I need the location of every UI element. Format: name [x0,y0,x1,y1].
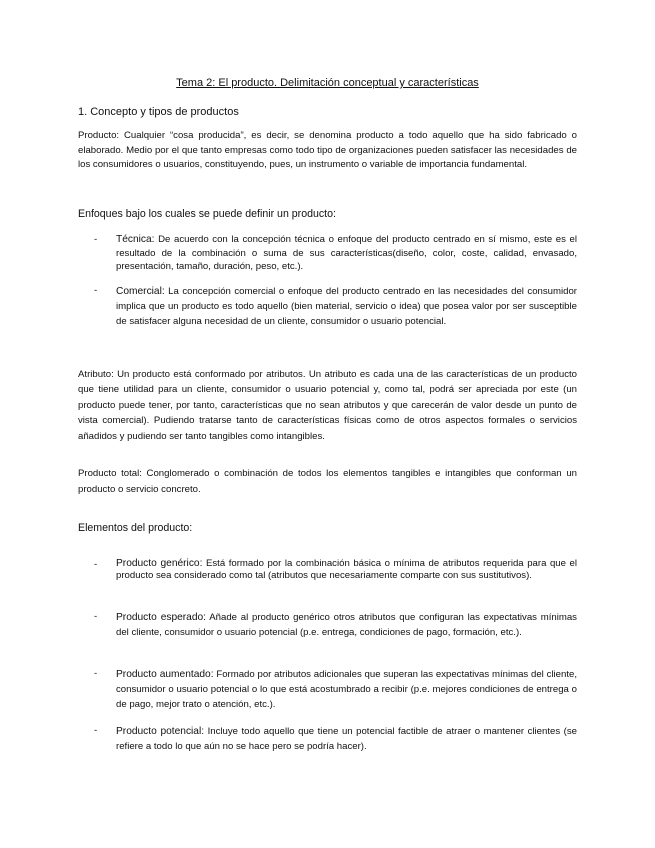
bullet-dash: - [94,234,98,245]
term-label: Comercial: [116,286,165,297]
term-label: Producto genérico: [116,558,203,569]
list-item-text [116,284,577,330]
term-description: Formado por atributos adicionales que superan las expectativas mínimas del cliente, consumidor o usuario potencial o lo que está acostumbrado a recibir (p.e. mejores condiciones de entrega o de pago, mejor trato o atención, etc.). [116,669,577,710]
document-page [78,0,577,848]
list-item-text [116,233,577,274]
term-label: Producto esperado: [116,612,207,623]
term-description: Incluye todo aquello que tiene un potencial factible de atraer o mantener clientes (se refiere a todo lo que aún no se hace pero se podría hacer). [116,726,577,752]
term-description: Añade al producto genérico otros atributos que configuran las expectativas mínimas del cliente, consumidor o usuario potencial (p.e. entrega, condiciones de pago, formación, etc.). [116,612,577,639]
list-item-text [116,724,577,754]
bullet-dash: - [94,668,98,679]
list-item-text [116,610,577,640]
list-item-text [116,667,577,712]
heading-enfoques: Enfoques bajo los cuales se puede definir un producto: [78,208,336,220]
term-label: Producto potencial: [116,726,205,737]
bullet-dash: - [94,285,98,296]
term-description: Está formado por la combinación básica o mínima de atributos requerida para que el producto sea considerado como tal (atributos que necesariamente comparte con sus sustitutivos). [116,558,577,582]
paragraph-producto: Producto: Cualquier “cosa producida”, es decir, se denomina producto a todo aquello que ha sido fabricado o elaborado. Medio por el que tanto empresas como todo tipo de organizaciones pueden satisfacer las necesidades de los consumidores o usuarios, constituyendo, pues, un instrumento o variable de importancia fundamental. [78,130,577,171]
bullet-dash: - [94,611,98,622]
list-item-text [116,558,577,583]
term-label: Técnica: [116,234,155,245]
section-heading-concepto: 1. Concepto y tipos de productos [78,106,239,118]
bullet-dash: - [94,559,98,570]
document-title: Tema 2: El producto. Delimitación conceptual y características [176,77,479,89]
paragraph-producto-total: Producto total: Conglomerado o combinación de todos los elementos tangibles e intangibles que conforman un producto o servicio concreto. [78,468,577,495]
bullet-dash: - [94,725,98,736]
term-description: De acuerdo con la concepción técnica o enfoque del producto centrado en sí mismo, este es el resultado de la combinación o suma de sus características(diseño, color, coste, calidad, envasado, presentación, tamaño, duración, peso, etc.). [116,234,577,273]
paragraph-atributo: Atributo: Un producto está conformado por atributos. Un atributo es cada una de las características de un producto que tiene utilidad para un cliente, consumidor o usuario potencial y, como tal, podrá ser apreciada por este (un producto puede tener, por tanto, características que no sean atributos y que carecerán de valor desde un punto de vista comercial). Pudiendo tratarse tanto de características físicas como de otros aspectos formales o servicios añadidos y pudiendo ser tanto tangibles como intangibles. [78,369,577,442]
heading-elementos: Elementos del producto: [78,522,193,534]
term-description: La concepción comercial o enfoque del producto centrado en las necesidades del consumidor implica que un producto es todo aquello (bien material, servicio o idea) que posea valor por ser susceptible de satisfacer alguna necesidad de un cliente, consumidor o usuario potencial. [116,286,577,328]
term-label: Producto aumentado: [116,669,214,680]
